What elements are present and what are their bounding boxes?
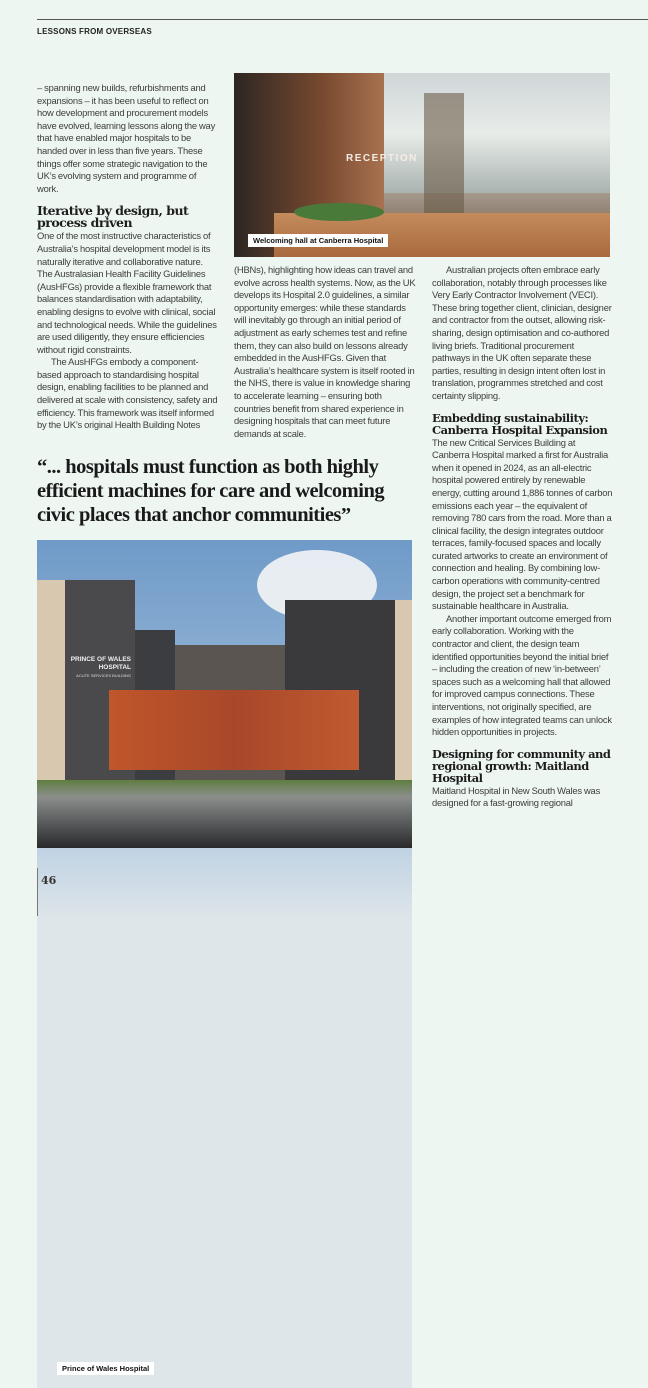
photo-caption: Prince of Wales Hospital <box>57 1362 154 1375</box>
pull-quote: “... hospitals must function as both highly efficient machines for care and welcoming civic places that anchor communities” <box>37 456 385 526</box>
paragraph: (HBNs), highlighting how ideas can travel and evolve across health systems. Now, as the UK develops its Hospital 2.0 guidelines, a similar opportunity emerges: while these standards will inevitably go through an initial period of adjustment as early schemes test and refine them, they can also build on lessons already embedded in the AusHFGs. Given that Australia’s healthcare system is itself rooted in the NHS, there is value in knowledge sharing to accelerate learning – ensuring both countries benefit from shared experience in designing hospitals that can meet future demands at scale. <box>234 264 416 439</box>
building-sign: PRINCE OF WALES HOSPITAL <box>70 656 131 671</box>
prince-of-wales-photo <box>37 540 412 1388</box>
paragraph: Maitland Hospital in New South Wales was designed for a fast-growing regional <box>432 784 601 809</box>
section-title: LESSONS FROM OVERSEAS <box>37 27 152 36</box>
paragraph: Another important outcome emerged from early collaboration. Working with the contractor and client, the design team identified opportunities beyond the initial brief – including the creation of new ‘in-between’ spaces such as a welcoming hall that allowed for improved campus connections. These interventions, not originally specified, are examples of how integrated teams can unlock hidden opportunities in projects. <box>432 612 612 738</box>
page-number: 46 <box>41 874 57 887</box>
paragraph: Australian projects often embrace early collaboration, notably through processes like Very Early Contractor Involvement (VECI). These bring together client, clinician, designer and contractor from the outset, allowing risk-sharing, design optimisation and co-authored living briefs. Traditional procurement pathways in the UK often separate these parties, resulting in design intent often lost in translation, programmes stretched and cost certainty slipping. <box>432 264 612 401</box>
paragraph: The new Critical Services Building at Canberra Hospital marked a first for Australia when it opened in 2024, as an all-electric hospital powered entirely by renewable energy, cutting around 1,886 tonnes of carbon emissions each year – the equivalent of removing 780 cars from the road. More than a clinical facility, the design integrates outdoor terraces, family-focused spaces and locally curated artworks to create an environment of connection and healing. By combining low-carbon operations with community-centred design, the project set a benchmark for sustainable healthcare in Australia. <box>432 436 613 612</box>
header-rule <box>37 19 648 20</box>
column-3 <box>432 264 614 810</box>
subheading: Designing for community and regional growth: Maitland Hospital <box>432 746 611 785</box>
footer-rule <box>37 868 38 916</box>
building-sign-sub: ACUTE SERVICES BUILDING <box>76 673 131 678</box>
building-sign-group <box>59 656 131 678</box>
paragraph: – spanning new builds, refurbishments and expansions – it has been useful to reflect on how development and procurement models have evolved, learning lessons along the way that have enabled major hospitals to be handed over in less than five years. These things offer some strategic navigation to the UK’s evolving system and programme of work. <box>37 82 216 194</box>
canberra-hall-photo <box>234 73 610 257</box>
paragraph: One of the most instructive characteristics of Australia’s hospital development model is its naturally iterative and collaborative nature. The Australasian Health Facility Guidelines (AusHFGs) provide a flexible framework that balances standardisation with adaptability, enabling designs to evolve with clinical, social and technological needs. While the guidelines are used diligently, they ensure efficiencies without rigid constraints. <box>37 230 217 355</box>
column-2 <box>234 264 416 440</box>
subheading: Embedding sustainability: Canberra Hospital Expansion <box>432 410 608 437</box>
paragraph: The AusHFGs embody a component-based approach to standardising hospital design, enabling facilities to be planned and delivered at scale with consistency, safety and efficiency. This framework was itself informed by the UK’s original Health Building Notes <box>37 356 218 431</box>
reception-sign: RECEPTION <box>346 153 418 164</box>
column-1 <box>37 82 219 432</box>
subheading: Iterative by design, but process driven <box>37 203 189 231</box>
photo-caption: Welcoming hall at Canberra Hospital <box>248 234 388 247</box>
